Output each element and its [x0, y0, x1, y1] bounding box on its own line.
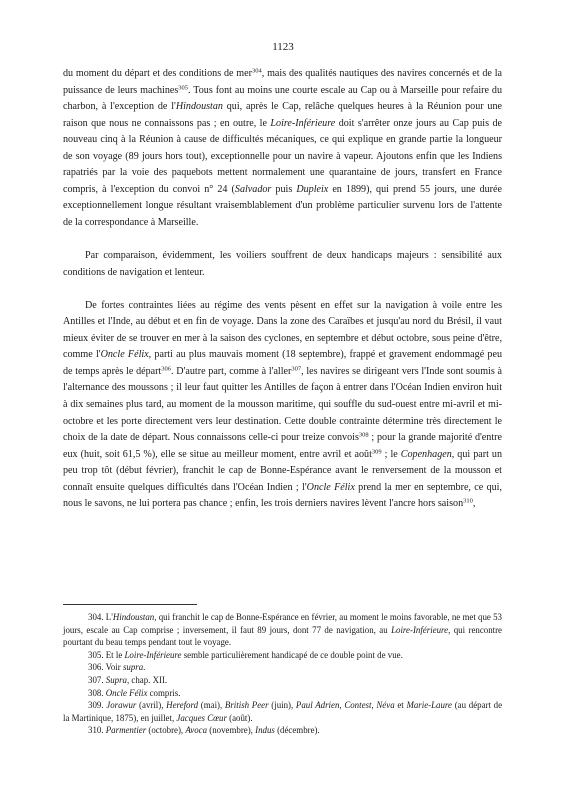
ship-name: Dupleix — [296, 183, 329, 195]
footnotes — [63, 611, 502, 737]
paragraph: De fortes contraintes liées au régime des vents pèsent en effet sur la navigation à voile entre les Antilles et l'Inde, au début et en fin de voyage. Dans la zone des Caraïbes et jusqu'au nord du Brésil, il vaut mieux éviter de se trouver en mer à la saison des cyclones, en septembre et début octobre, sous peine d'être, comme l'Oncle Félix, parti au plus mauvais moment (18 septembre), frappé et gravement endommagé peu de temps après le départ$^{306}$. D'autre part, comme à l'aller$^{307}$, les navires se dirigeant vers l'Inde sont soumis à l'alternance des moussons ; il leur faut quitter les Antilles de façon à entrer dans l'Océan Indien environ huit à dix semaines plus tard, au moment de la mousson maritime, qui souffle du sud-ouest entre mi-avril et mi-octobre et les porte directement vers leur destination. Cette double contrainte détermine très directement le choix de la date de départ. Nous connaissons celle-ci pour treize convois$^{308}$ ; pour la grande majorité d'entre eux (huit, soit 61,5 %), elle se situe au meilleur moment, entre avril et août$^{309}$ ; le Copenhagen, qui part un peu trop tôt (début février), franchit le cap de Bonne-Espérance avant le renversement de la mousson et connaît ensuite quelques difficultés dans l'Océan Indien ; l'Oncle Félix prend la mer en septembre, ce qui, nous le savons, ne lui portera pas chance ; enfin, les trois derniers navires lèvent l'ancre hors saison$^{310}$, — [63, 299, 502, 510]
footnote-separator — [63, 604, 197, 605]
ship-name: Paul Adrien — [295, 700, 340, 711]
footnote-ref[interactable]: 310 — [463, 497, 473, 505]
ship-name: British Peer — [224, 700, 269, 711]
footnote: 304. L'Hindoustan, qui franchit le cap de Bonne-Espérance en février, au moment le moins favorable, ne met que 53 jours, escale au Cap comprise ; inversement, il faut 89 jours, dont 77 de navigation, au Loire-Inférieure, qui rencontre pourtant du beau temps pendant tout le voyage. — [63, 612, 502, 648]
ship-name: Marie-Laure — [406, 700, 452, 711]
ship-name: Oncle Félix — [105, 687, 148, 698]
paragraph: du moment du départ et des conditions de mer$^{304}$, mais des qualités nautiques des navires concernés et de la puissance de leurs machines$^{305}$. Tous font au moins une courte escale au Cap ou à Marseille pour refaire du charbon, à l'exception de l'Hindoustan qui, après le Cap, relâche quelques heures à la Réunion pour une raison que nous ne connaissons pas ; en outre, le Loire-Inférieure doit s'arrêter onze jours au Cap puis de nouveau cinq à la Réunion à cause de difficultés mécaniques, ce qui explique en grande partie la longueur de son voyage (89 jours hors tout), exceptionnelle pour un navire à vapeur. Ajoutons enfin que les Indiens rapatriés par la voie des paquebots mettent normalement une quarantaine de jours, transfert en France compris, à l'exception du convoi n° 24 (Salvador puis Dupleix en 1899), qui prend 55 jours, une durée exceptionnellement longue résultant vraisemblablement d'un problème particulier survenu lors de l'attente de la correspondance à Marseille. — [63, 67, 503, 228]
ship-name: Parmentier — [105, 725, 147, 736]
ship-name: Salvador — [234, 183, 272, 195]
ship-name: Loire-Inférieure — [270, 117, 336, 129]
ship-name: Oncle Félix — [306, 481, 355, 493]
ship-name: Supra — [105, 674, 127, 685]
ship-name: Copenhagen — [400, 448, 452, 460]
ship-name: Avoca — [185, 725, 208, 736]
footnote: 308. Oncle Félix compris. — [88, 687, 181, 698]
ship-name: Néva — [376, 700, 395, 711]
ship-name: Hindoustan — [175, 101, 223, 113]
footnote-ref[interactable]: 305 — [178, 84, 189, 92]
footnote: 307. Supra, chap. XII. — [88, 674, 168, 685]
ship-name: Jorawur — [106, 700, 137, 711]
footnote-ref[interactable]: 307 — [291, 365, 302, 373]
ship-name: Loire-Inférieure — [124, 649, 182, 660]
ship-name: Hindoustan — [112, 612, 155, 622]
ship-name: Loire-Inférieure — [391, 624, 449, 635]
ship-name: Oncle Félix — [100, 349, 149, 361]
ship-name: Indus — [255, 725, 275, 736]
ship-name: Jacques Cœur — [176, 712, 227, 723]
ship-name: Hereford — [166, 700, 199, 711]
footnote: 305. Et le Loire-Inférieure semble particulièrement handicapé de ce double point de vue. — [88, 649, 403, 660]
footnote: 310. Parmentier (octobre), Avoca (novembre), Indus (décembre). — [88, 725, 320, 736]
footnote: 306. Voir supra. — [88, 662, 146, 673]
footnote-ref[interactable]: 308 — [358, 431, 369, 439]
ship-name: Contest — [344, 700, 372, 711]
page-number: 1123 — [272, 41, 294, 53]
footnote-ref[interactable]: 304 — [251, 67, 262, 75]
main-text — [63, 66, 502, 513]
footnote: 309. Jorawur (avril), Hereford (mai), British Peer (juin), Paul Adrien, Contest, Néva et Marie-Laure (au départ de la Martinique, 1875), en juillet, Jacques Cœur (août). — [63, 700, 503, 723]
ship-name: supra — [122, 662, 144, 673]
footnote-ref[interactable]: 306 — [161, 365, 172, 373]
paragraph: Par comparaison, évidemment, les voiliers souffrent de deux handicaps majeurs : sensibilité aux conditions de navigation et lenteur. — [63, 250, 502, 278]
footnote-ref[interactable]: 309 — [371, 448, 382, 456]
